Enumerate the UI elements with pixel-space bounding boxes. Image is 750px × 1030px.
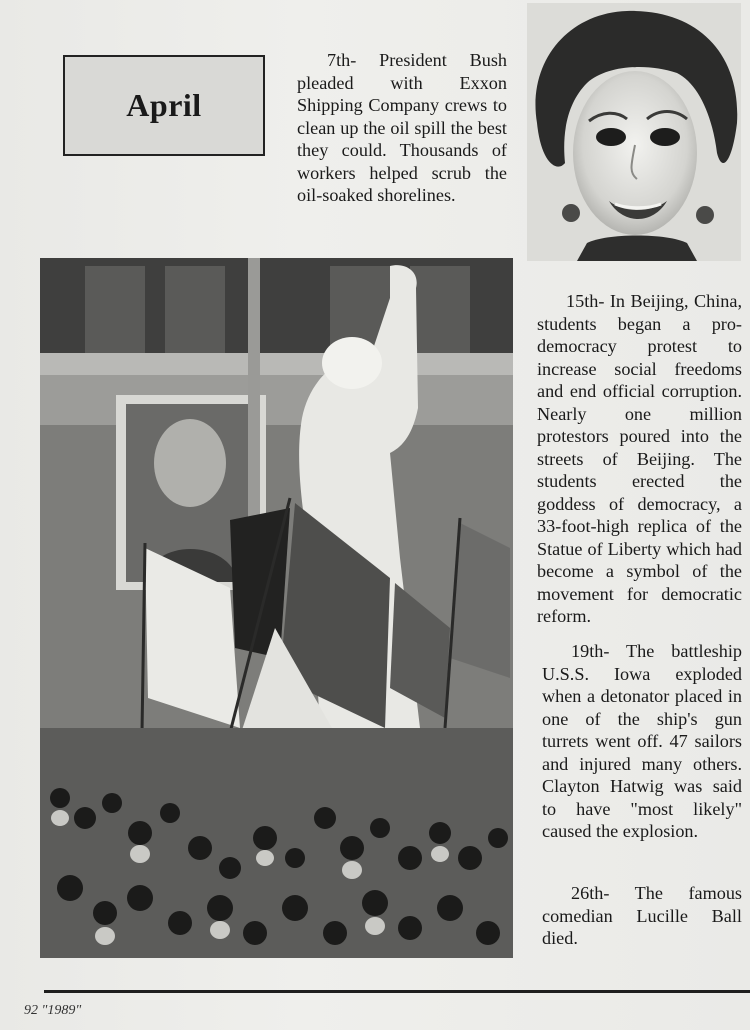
footer-rule — [44, 990, 750, 993]
entry-april-26: 26th- The famous comedian Lucille Ball died. — [542, 883, 742, 948]
entry-april-15: 15th- In Beijing, China, students began a pro-democracy protest to increase social freedoms and end official corruption. Nearly one million protestors poured into the streets of Beijing. The students erected the goddess of democracy, a 33-foot-high replica of the Statue of Liberty which had become a symbol of the movement for democratic reform. — [537, 291, 742, 626]
month-heading-box — [63, 55, 265, 156]
entry-april-19: 19th- The battleship U.S.S. Iowa exploded when a detonator placed in one of the ship's gun turrets went off. 47 sailors and injured many others. Clayton Hatwig was said to have "most likely" caused the explosion. — [542, 641, 742, 841]
protest-scene-illustration — [40, 258, 513, 958]
entry-april-7: 7th- President Bush pleaded with Exxon Shipping Company crews to clean up the oil spill the best they could. Thousands of workers helped scrub the oil-soaked shorelines. — [297, 50, 507, 205]
page-folio: 92 "1989" — [24, 1003, 82, 1018]
tiananmen-protest-photo — [40, 258, 513, 958]
portrait-illustration — [527, 3, 741, 261]
lucille-ball-portrait-photo — [527, 3, 741, 261]
month-heading: April — [126, 87, 202, 123]
